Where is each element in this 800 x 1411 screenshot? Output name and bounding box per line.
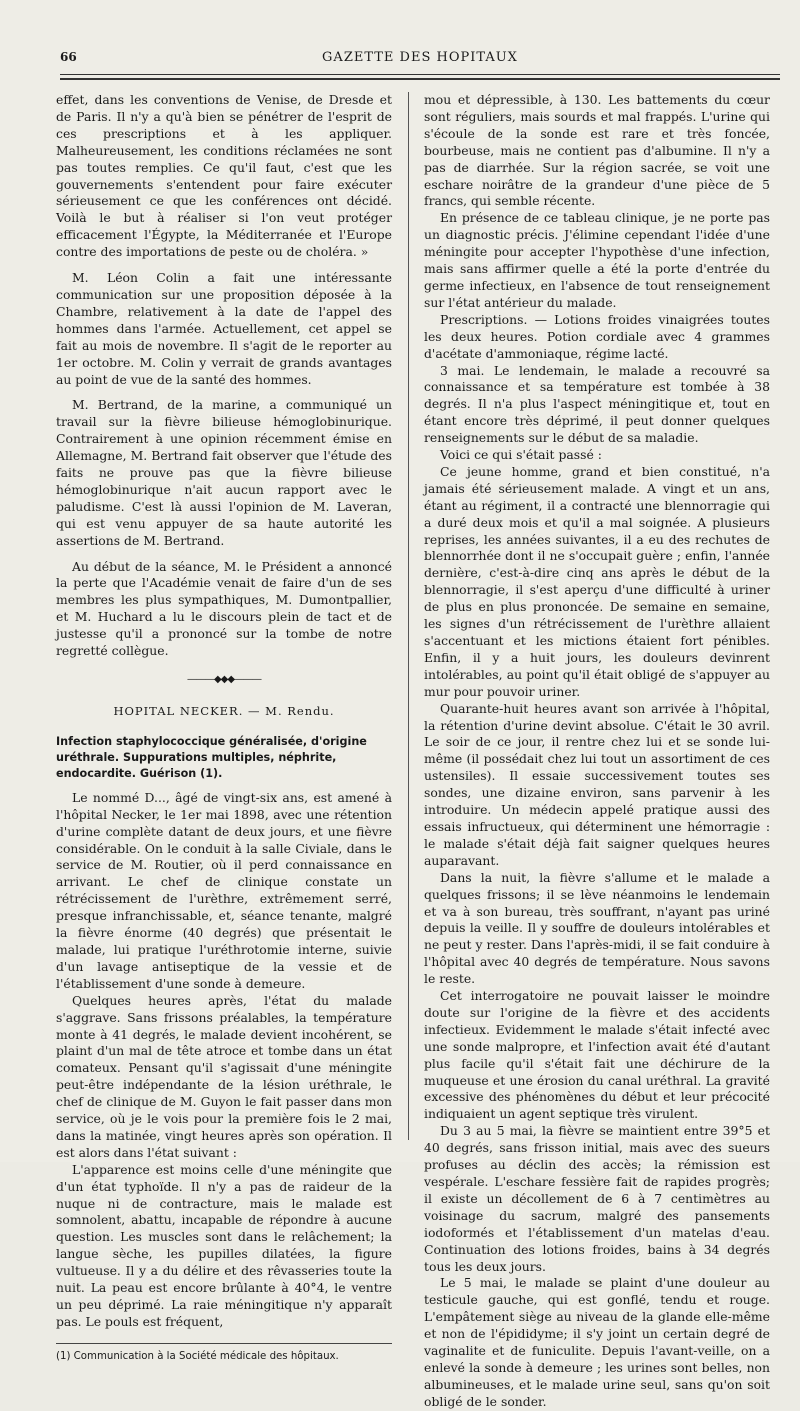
paragraph: Quelques heures après, l'état du malade s'aggrave. Sans frissons préalables, la température monte à 41 degrés, le malade devient incohérent, se plaint d'un mal de tête atroce et tombe dans un état comateux. Pensant qu'il s'agissait d'une méningite peut-être indépendante de la lésion uréthrale, le chef de clinique de M. Guyon le fait passer dans mon service, où je le vois pour la première fois le 2 mai, dans la matinée, vingt heures après son opération. Il est alors dans l'état suivant :	[56, 992, 392, 1160]
running-title: GAZETTE DES HOPITAUX	[322, 50, 518, 65]
header-rule-thin	[60, 74, 780, 75]
paragraph: 3 mai. Le lendemain, le malade a recouvré sa connaissance et sa température est tombée à 38 degrés. Il n'a plus l'aspect méningitique et, tout en étant encore très déprimé, il peut donner quelques renseignements sur le début de sa maladie.	[424, 362, 770, 446]
page-number: 66	[60, 50, 77, 64]
paragraph: Ce jeune homme, grand et bien constitué, n'a jamais été sérieusement malade. A vingt et un ans, étant au régiment, il a contracté une blennorragie qui a duré deux mois et qu'il a mal soignée. A plusieurs reprises, les années suivantes, il a eu des rechutes de blennorrhée dont il ne s'occupait guère ; enfin, l'année dernière, c'est-à-dire cinq ans après le début de la blennorragie, il s'est aperçu d'une difficulté à uriner de plus en plus prononcée. De semaine en semaine, les signes d'un rétrécissement de l'urèthre allaient s'accentuant et les mictions étaient fort pénibles. Enfin, il y a huit jours, les douleurs devinrent intolérables, au point qu'il était obligé de s'appuyer au mur pour pouvoir uriner.	[424, 463, 770, 699]
section-ornament: ———◆◆◆———	[186, 674, 262, 685]
left-column	[56, 92, 392, 1364]
paragraph: Quarante-huit heures avant son arrivée à l'hôpital, la rétention d'urine devint absolue. C'était le 30 avril. Le soir de ce jour, il rentre chez lui et se sonde lui-même (il possédait chez lui tout un assortiment de ces ustensiles). Il essaie successivement toutes ses sondes, une dizaine environ, sans parvenir à les introduire. Un médecin appelé pratique aussi des essais infructueux, qui déterminent une hémorragie : le malade s'était déjà fait saigner quelques heures auparavant.	[424, 700, 770, 868]
paragraph: Voici ce qui s'était passé :	[440, 447, 602, 463]
paragraph: En présence de ce tableau clinique, je ne porte pas un diagnostic précis. J'élimine cependant l'idée d'une méningite pour accepter l'hypothèse d'une infection, mais sans affirmer quelle a été la porte d'entrée du germe infectieux, en l'absence de tout renseignement sur l'état antérieur du malade.	[424, 210, 770, 310]
column-divider	[408, 92, 409, 1140]
paragraph: M. Léon Colin a fait une intéressante communication sur une proposition déposée à la Chambre, relativement à la date de l'appel des hommes dans l'armée. Actuellement, cet appel se fait au mois de novembre. Il s'agit de le reporter au 1er octobre. M. Colin y verrait de grands avantages au point de vue de la santé des hommes.	[56, 270, 392, 387]
paragraph: M. Bertrand, de la marine, a communiqué un travail sur la fièvre bilieuse hémoglobinurique. Contrairement à une opinion récemment émise en Allemagne, M. Bertrand fait observer que l'étude des faits ne prouve pas que la fièvre bilieuse hémoglobinurique n'ait aucun rapport avec le paludisme. C'est là aussi l'opinion de M. Laveran, qui est venu appuyer de sa haute autorité les assertions de M. Bertrand.	[56, 397, 392, 548]
paragraph: Le 5 mai, le malade se plaint d'une douleur au testicule gauche, qui est gonflé, tendu et rouge. L'empâtement siège au niveau de la glande elle-même et non de l'épididyme; il s'y joint un certain degré de vaginalite et de funiculite. Depuis l'avant-veille, on a enlevé la sonde à demeure ; les urines sont belles, non albumineuses, et le malade urine seul, sans qu'on soit obligé de le sonder.	[424, 1275, 770, 1409]
paragraph: effet, dans les conventions de Venise, de Dresde et de Paris. Il n'y a qu'à bien se pénétrer de l'esprit de ces prescriptions et à les appliquer. Malheureusement, les conditions réclamées ne sont pas toutes remplies. Ce qu'il faut, c'est que les gouvernements s'entendent pour faire exécuter sérieusement ce que les conférences ont décidé. Voilà le but à réaliser si l'on veut protéger efficacement l'Égypte, la Méditerranée et l'Europe contre des importations de peste ou de choléra. »	[56, 92, 392, 260]
right-column	[424, 92, 770, 1411]
article-title: Infection staphylococcique généralisée, d'origine uréthrale. Suppurations multiples, néphrite, endocardite. Guérison (1).	[56, 734, 367, 780]
hospital-heading: HOPITAL NECKER. — M. Rendu.	[113, 703, 335, 718]
paragraph: Dans la nuit, la fièvre s'allume et le malade a quelques frissons; il se lève néanmoins le lendemain et va à son bureau, très souffrant, n'ayant pas uriné depuis la veille. Il y souffre de douleurs intolérables et ne peut y rester. Dans l'après-midi, il se fait conduire à l'hôpital avec 40 degrés de température. Nous savons le reste.	[424, 869, 770, 987]
paragraph: Cet interrogatoire ne pouvait laisser le moindre doute sur l'origine de la fièvre et des accidents infectieux. Evidemment le malade s'était infecté avec une sonde malpropre, et l'infection avait été d'autant plus facile qu'il s'était fait une déchirure de la muqueuse et une érosion du canal uréthral. La gravité excessive des phénomènes du début et leur précocité indiquaient un agent septique très virulent.	[424, 988, 770, 1122]
paragraph: Le nommé D..., âgé de vingt-six ans, est amené à l'hôpital Necker, le 1er mai 1898, avec une rétention d'urine complète datant de deux jours, et une fièvre considérable. On le conduit à la salle Civiale, dans le service de M. Routier, où il perd connaissance en arrivant. Le chef de clinique constate un rétrécissement de l'urèthre, extrêmement serré, presque infranchissable, et, séance tenante, malgré la fièvre énorme (40 degrés) que présentait le malade, lui pratique l'uréthrotomie interne, suivie d'un lavage antiseptique de la vessie et de l'établissement d'une sonde à demeure.	[56, 789, 392, 991]
page-header	[60, 48, 780, 70]
paragraph: mou et dépressible, à 130. Les battements du cœur sont réguliers, mais sourds et mal frappés. L'urine qui s'écoule de la sonde est rare et très foncée, bourbeuse, mais ne contient pas d'albumine. Il n'y a pas de diarrhée. Sur la région sacrée, se voit une eschare noirâtre de la grandeur d'une pièce de 5 francs, qui semble récente.	[424, 92, 770, 209]
paragraph: Prescriptions. — Lotions froides vinaigrées toutes les deux heures. Potion cordiale avec 4 grammes d'acétate d'ammoniaque, régime lacté.	[424, 311, 770, 361]
footnote-rule	[56, 1343, 392, 1344]
paragraph: Au début de la séance, M. le Président a annoncé la perte que l'Académie venait de faire d'un de ses membres les plus sympathiques, M. Dumontpallier, et M. Huchard a lu le discours plein de tact et de justesse qu'il a prononcé sur la tombe de notre regretté collègue.	[56, 558, 392, 659]
paragraph: L'apparence est moins celle d'une méningite que d'un état typhoïde. Il n'y a pas de raideur de la nuque ni de contracture, mais le malade est somnolent, abattu, incapable de répondre à aucune question. Les muscles sont dans le relâchement; la langue sèche, les pupilles dilatées, la figure vultueuse. Il y a du délire et des rêvasseries toute la nuit. La peau est encore brûlante à 40°4, le ventre un peu déprimé. La raie méningitique n'y apparaît pas. Le pouls est fréquent,	[56, 1161, 392, 1329]
header-rule-thick	[60, 78, 780, 80]
paragraph: Du 3 au 5 mai, la fièvre se maintient entre 39°5 et 40 degrés, sans frisson initial, mais avec des sueurs profuses au déclin des accès; la rémission est vespérale. L'eschare fessière fait de rapides progrès; il existe un décollement de 6 à 7 centimètres au voisinage du sacrum, malgré des pansements iodoformés et l'établissement d'un matelas d'eau. Continuation des lotions froides, bains à 34 degrés tous les deux jours.	[424, 1123, 770, 1274]
footnote: (1) Communication à la Société médicale des hôpitaux.	[56, 1350, 339, 1362]
